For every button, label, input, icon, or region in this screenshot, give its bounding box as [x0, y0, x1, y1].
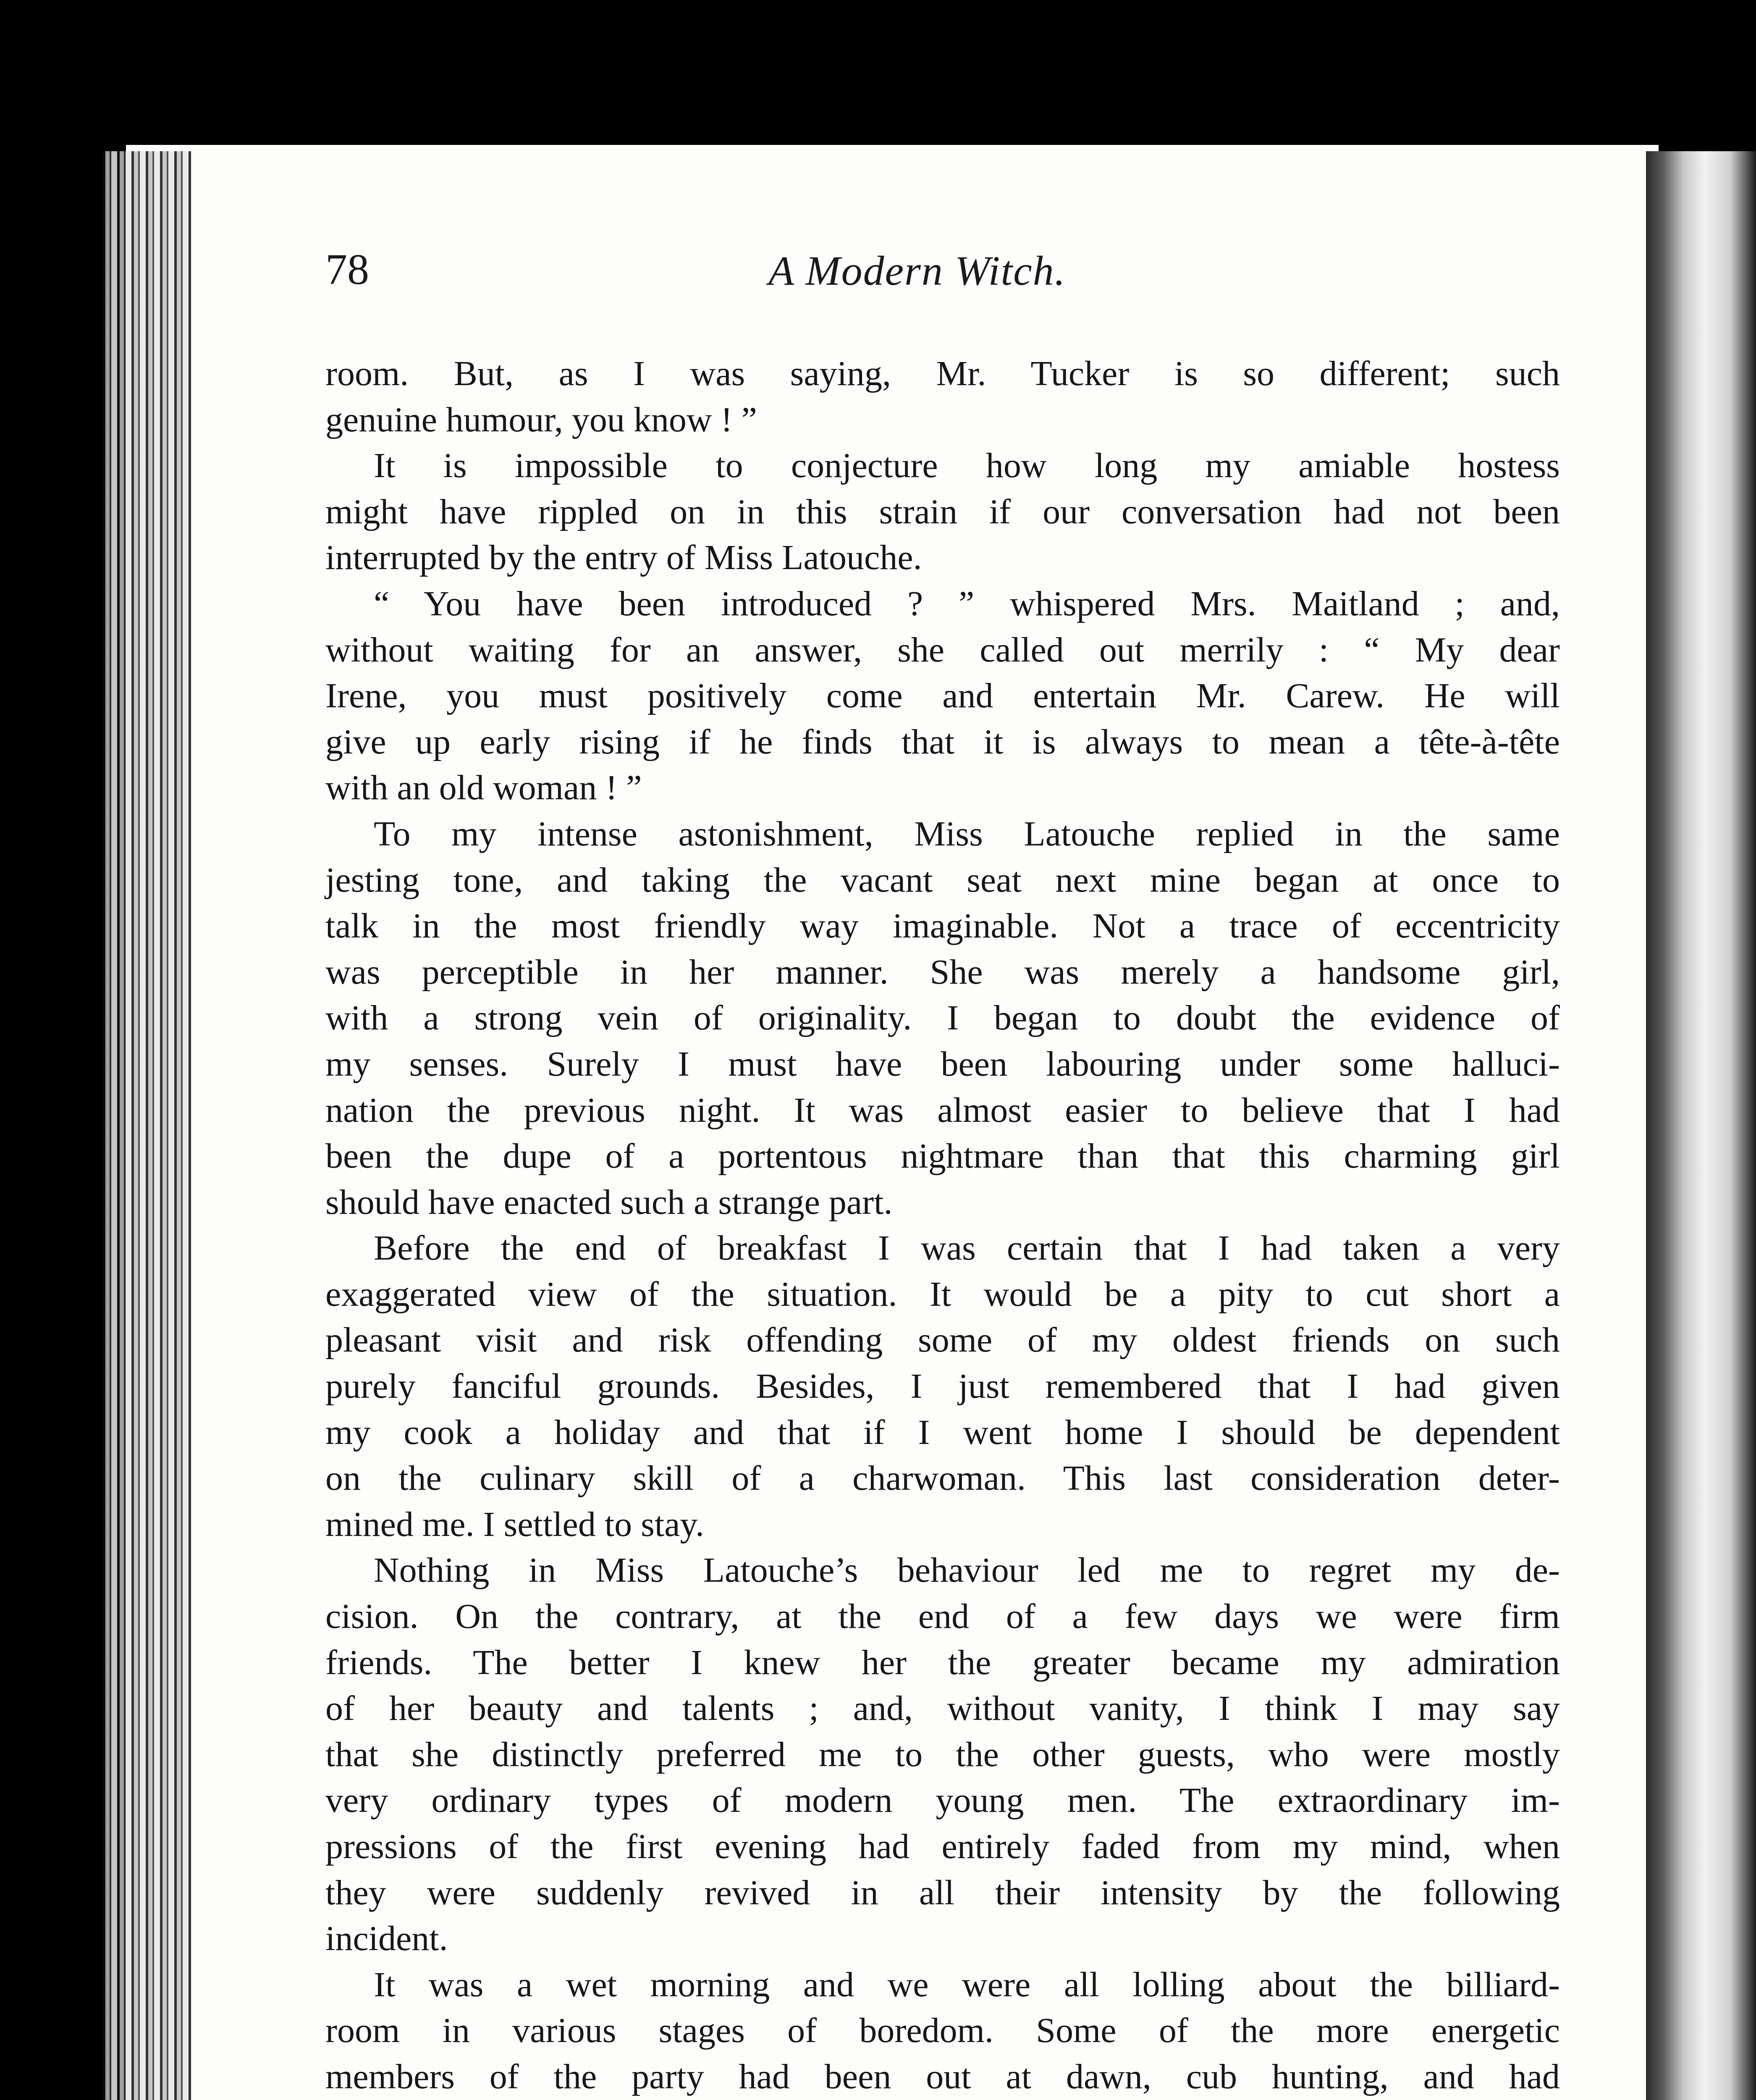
text-line: It is impossible to conjecture how long my amiable hostess [374, 446, 1560, 486]
running-title: A Modern Witch. [768, 247, 1066, 294]
text-line: with a strong vein of originality. I began to doubt the evidence of [325, 998, 1560, 1038]
text-line: jesting tone, and taking the vacant seat next mine began at once to [325, 860, 1560, 900]
text-line: been the dupe of a portentous nightmare than that this charming girl [325, 1137, 1560, 1176]
page-binding-edge [103, 151, 191, 2100]
text-line: very ordinary types of modern young men. The extraordinary im- [325, 1781, 1560, 1820]
text-line: room. But, as I was saying, Mr. Tucker is so different; such [325, 354, 1560, 393]
text-line: “ You have been introduced ? ” whispered Mrs. Maitland ; and, [374, 584, 1560, 623]
body-text [325, 351, 1560, 2100]
text-line: talk in the most friendly way imaginable. Not a trace of eccentricity [325, 906, 1560, 946]
text-line: Irene, you must positively come and entertain Mr. Carew. He will [325, 676, 1560, 716]
text-line: give up early rising if he finds that it is always to mean a tête-à-tête [325, 722, 1560, 761]
text-line: pleasant visit and risk offending some of my oldest friends on such [325, 1320, 1560, 1360]
page-right-edge [1646, 151, 1756, 2100]
page-number: 78 [325, 245, 369, 294]
text-line: incident. [325, 1919, 448, 1958]
text-line: genuine humour, you know ! ” [325, 400, 757, 439]
text-line: mined me. I settled to stay. [325, 1504, 705, 1544]
text-line: nation the previous night. It was almost easier to believe that I had [325, 1090, 1560, 1130]
text-line: should have enacted such a strange part. [325, 1182, 893, 1222]
text-line: they were suddenly revived in all their intensity by the following [325, 1873, 1560, 1912]
text-line: without waiting for an answer, she called out merrily : “ My dear [325, 630, 1560, 669]
text-line: friends. The better I knew her the greater became my admiration [325, 1643, 1560, 1682]
text-line: on the culinary skill of a charwoman. This last consideration deter- [325, 1459, 1560, 1498]
text-line: pressions of the first evening had entirely faded from my mind, when [325, 1827, 1560, 1866]
text-line: my senses. Surely I must have been labouring under some halluci- [325, 1044, 1560, 1084]
text-line: interrupted by the entry of Miss Latouche. [325, 538, 922, 578]
text-line: To my intense astonishment, Miss Latouche replied in the same [374, 814, 1560, 853]
text-line: was perceptible in her manner. She was merely a handsome girl, [325, 952, 1560, 992]
text-line: members of the party had been out at dawn, cub hunting, and had [325, 2057, 1560, 2096]
text-line: my cook a holiday and that if I went home I should be dependent [325, 1412, 1560, 1452]
text-line: of her beauty and talents ; and, without vanity, I think I may say [325, 1689, 1560, 1728]
text-line: purely fanciful grounds. Besides, I just remembered that I had given [325, 1367, 1560, 1406]
text-line: room in various stages of boredom. Some of the more energetic [325, 2011, 1560, 2050]
text-line: Before the end of breakfast I was certain that I had taken a very [374, 1228, 1560, 1268]
text-line: exaggerated view of the situation. It would be a pity to cut short a [325, 1274, 1560, 1314]
text-line: Nothing in Miss Latouche’s behaviour led me to regret my de- [374, 1551, 1560, 1590]
text-line: with an old woman ! ” [325, 768, 642, 808]
text-line: might have rippled on in this strain if our conversation had not been [325, 492, 1560, 531]
text-line: cision. On the contrary, at the end of a few days we were firm [325, 1597, 1560, 1636]
text-line: It was a wet morning and we were all lolling about the billiard- [374, 1965, 1560, 2004]
text-line: that she distinctly preferred me to the other guests, who were mostly [325, 1735, 1560, 1774]
